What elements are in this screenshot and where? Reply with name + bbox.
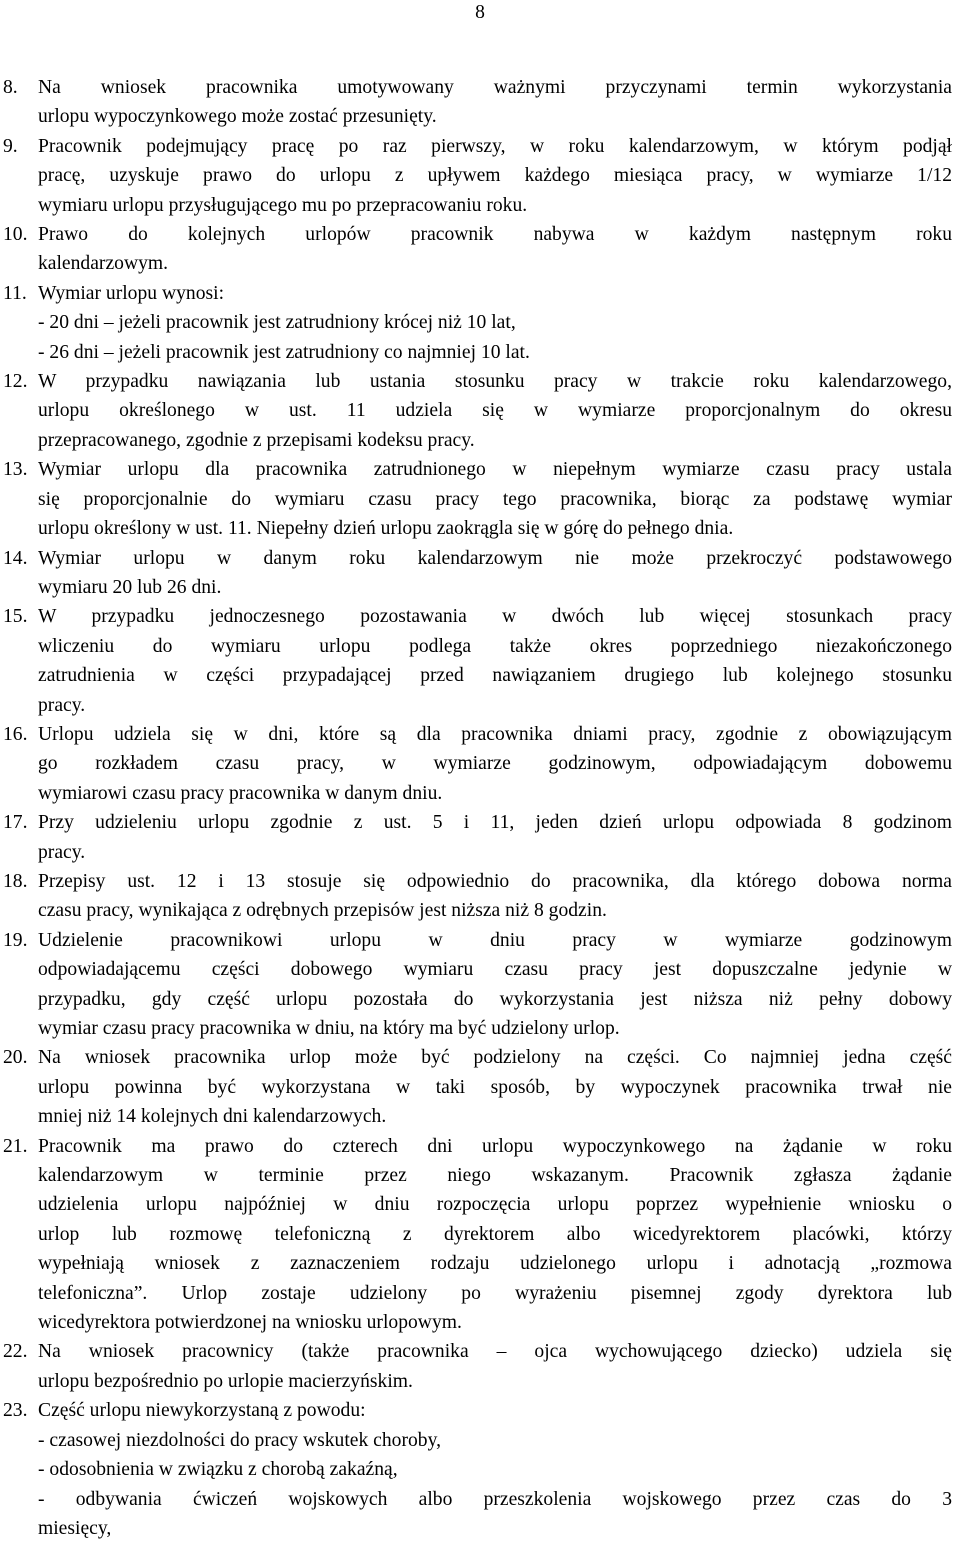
item-subline: - 20 dni – jeżeli pracownik jest zatrudniony krócej niż 10 lat, (38, 312, 516, 334)
item-subline: - odbywania ćwiczeń wojskowych albo przeszkolenia wojskowego przez czas do 3 (38, 1488, 952, 1510)
list-item (0, 455, 960, 543)
item-text (38, 926, 952, 1044)
item-text (38, 455, 952, 543)
item-line: udzielenia urlopu najpóźniej w dniu rozpoczęcia urlopu poprzez wypełnienie wniosku o (38, 1194, 952, 1216)
list-item (0, 808, 960, 867)
item-line: urlopu bezpośrednio po urlopie macierzyńskim. (38, 1370, 413, 1392)
item-number: 15. (3, 606, 28, 628)
item-text (38, 720, 952, 808)
item-line: Udzielenie pracownikowi urlopu w dniu pracy w wymiarze godzinowym (38, 929, 952, 951)
item-line: Część urlopu niewykorzystaną z powodu: (38, 1400, 366, 1422)
item-line: Prawo do kolejnych urlopów pracownik nabywa w każdym następnym roku (38, 224, 952, 246)
item-line: pracy. (38, 841, 86, 863)
item-line: wliczeniu do wymiaru urlopu podlega także okres poprzedniego niezakończonego (38, 635, 952, 657)
item-number: 16. (3, 723, 28, 745)
item-line: wicedyrektora potwierdzonej na wniosku urlopowym. (38, 1312, 462, 1334)
numbered-list (0, 73, 960, 1543)
item-text (38, 808, 952, 867)
item-line: Na wniosek pracownika umotywowany ważnymi przyczynami termin wykorzystania (38, 77, 952, 98)
item-text (38, 132, 952, 220)
item-text (38, 867, 952, 926)
list-item (0, 73, 960, 132)
item-line: kalendarzowym w terminie przez niego wskazanym. Pracownik zgłasza żądanie (38, 1165, 952, 1187)
item-number: 22. (3, 1341, 28, 1363)
item-line: wypełniają wniosek z zaznaczeniem rodzaju udzielonego urlopu i adnotacją „rozmowa (38, 1253, 952, 1275)
item-line: urlopu określonego w ust. 11 udziela się w wymiarze proporcjonalnym do okresu (38, 400, 952, 422)
list-item (0, 602, 960, 720)
item-line: Urlopu udziela się w dni, które są dla pracownika dniami pracy, zgodnie z obowiązującym (38, 723, 952, 745)
item-line: Wymiar urlopu wynosi: (38, 282, 225, 304)
list-item (0, 367, 960, 455)
item-line: W przypadku nawiązania lub ustania stosunku pracy w trakcie roku kalendarzowego, (38, 371, 952, 393)
item-number: 11. (3, 282, 27, 304)
list-item (0, 544, 960, 603)
item-number: 18. (3, 870, 28, 892)
item-number: 23. (3, 1400, 28, 1422)
item-subline: - odosobnienia w związku z chorobą zakaźną, (38, 1459, 398, 1481)
item-number: 8. (3, 77, 18, 98)
item-line: Wymiar urlopu dla pracownika zatrudnionego w niepełnym wymiarze czasu pracy ustala (38, 459, 952, 481)
list-item (0, 220, 960, 279)
item-number: 13. (3, 459, 28, 481)
item-text (38, 367, 952, 455)
item-line: pracy. (38, 694, 86, 716)
item-text (38, 73, 952, 132)
item-line: Wymiar urlopu w danym roku kalendarzowym nie może przekroczyć podstawowego (38, 547, 952, 569)
item-line: Pracownik podejmujący pracę po raz pierwszy, w roku kalendarzowym, w którym podjął (38, 135, 952, 157)
item-line: Pracownik ma prawo do czterech dni urlopu wypoczynkowego na żądanie w roku (38, 1135, 952, 1157)
item-line: Na wniosek pracownika urlop może być podzielony na części. Co najmniej jedna część (38, 1047, 952, 1069)
item-line: się proporcjonalnie do wymiaru czasu pracy tego pracownika, biorąc za podstawę wymiar (38, 488, 952, 510)
list-item (0, 1132, 960, 1338)
item-line: telefoniczna”. Urlop zostaje udzielony po wyrażeniu pisemnej zgody dyrektora lub (38, 1282, 952, 1304)
item-text (38, 544, 952, 603)
item-line: przypadku, gdy część urlopu pozostała do wykorzystania jest niższa niż pełny dobowy (38, 988, 952, 1010)
item-line: wymiarowi czasu pracy pracownika w danym dniu. (38, 782, 443, 804)
item-line: zatrudnienia w części przypadającej przed nawiązaniem drugiego lub kolejnego stosunku (38, 665, 952, 687)
item-line: Przy udzieleniu urlopu zgodnie z ust. 5 i 11, jeden dzień urlopu odpowiada 8 godzinom (38, 812, 952, 834)
item-number: 21. (3, 1135, 28, 1157)
item-line: mniej niż 14 kolejnych dni kalendarzowych. (38, 1106, 387, 1128)
item-number: 17. (3, 812, 28, 834)
item-text (38, 1396, 952, 1543)
list-item (0, 1396, 960, 1543)
item-number: 9. (3, 135, 18, 157)
list-item (0, 1337, 960, 1396)
item-line: przepracowanego, zgodnie z przepisami kodeksu pracy. (38, 429, 475, 451)
item-line: Na wniosek pracownicy (także pracownika – ojca wychowującego dziecko) udziela się (38, 1341, 952, 1363)
item-line: urlop lub rozmowę telefoniczną z dyrektorem albo wicedyrektorem placówki, którzy (38, 1223, 952, 1245)
item-line: wymiaru urlopu przysługującego mu po przepracowaniu roku. (38, 194, 528, 216)
item-line: W przypadku jednoczesnego pozostawania w dwóch lub więcej stosunkach pracy (38, 606, 952, 628)
item-number: 19. (3, 929, 28, 951)
item-text (38, 220, 952, 279)
item-subline: - czasowej niezdolności do pracy wskutek choroby, (38, 1429, 441, 1451)
item-line: Przepisy ust. 12 i 13 stosuje się odpowiednio do pracownika, dla którego dobowa norma (38, 870, 952, 892)
list-item (0, 1043, 960, 1131)
item-line: czasu pracy, wynikająca z odrębnych przepisów jest niższa niż 8 godzin. (38, 900, 607, 922)
item-line: odpowiadającemu części dobowego wymiaru czasu pracy jest dopuszczalne jedynie w (38, 959, 952, 981)
item-line: urlopu powinna być wykorzystana w taki sposób, by wypoczynek pracownika trwał nie (38, 1076, 952, 1098)
item-line: urlopu określony w ust. 11. Niepełny dzień urlopu zaokrągla się w górę do pełnego dnia. (38, 518, 734, 540)
item-line: urlopu wypoczynkowego może zostać przesunięty. (38, 106, 437, 128)
list-item (0, 279, 960, 367)
item-text (38, 1132, 952, 1338)
item-text (38, 1337, 952, 1396)
item-line: wymiar czasu pracy pracownika w dniu, na który ma być udzielony urlop. (38, 1018, 620, 1039)
item-line: go rozkładem czasu pracy, w wymiarze godzinowym, odpowiadającym dobowemu (38, 753, 952, 775)
item-number: 10. (3, 224, 28, 246)
item-text (38, 1043, 952, 1131)
list-item (0, 867, 960, 926)
item-line: wymiaru 20 lub 26 dni. (38, 576, 222, 598)
list-item (0, 926, 960, 1044)
list-item (0, 132, 960, 220)
item-line: pracę, uzyskuje prawo do urlopu z upływem każdego miesiąca pracy, w wymiarze 1/12 (38, 165, 952, 187)
item-line: kalendarzowym. (38, 253, 169, 275)
item-text (38, 602, 952, 720)
page-number: 8 (475, 2, 485, 23)
item-subline: - 26 dni – jeżeli pracownik jest zatrudniony co najmniej 10 lat. (38, 341, 530, 363)
list-item (0, 720, 960, 808)
item-text (38, 279, 952, 367)
item-line: miesięcy, (38, 1517, 112, 1539)
item-number: 20. (3, 1047, 28, 1069)
item-number: 12. (3, 371, 28, 393)
item-number: 14. (3, 547, 28, 569)
